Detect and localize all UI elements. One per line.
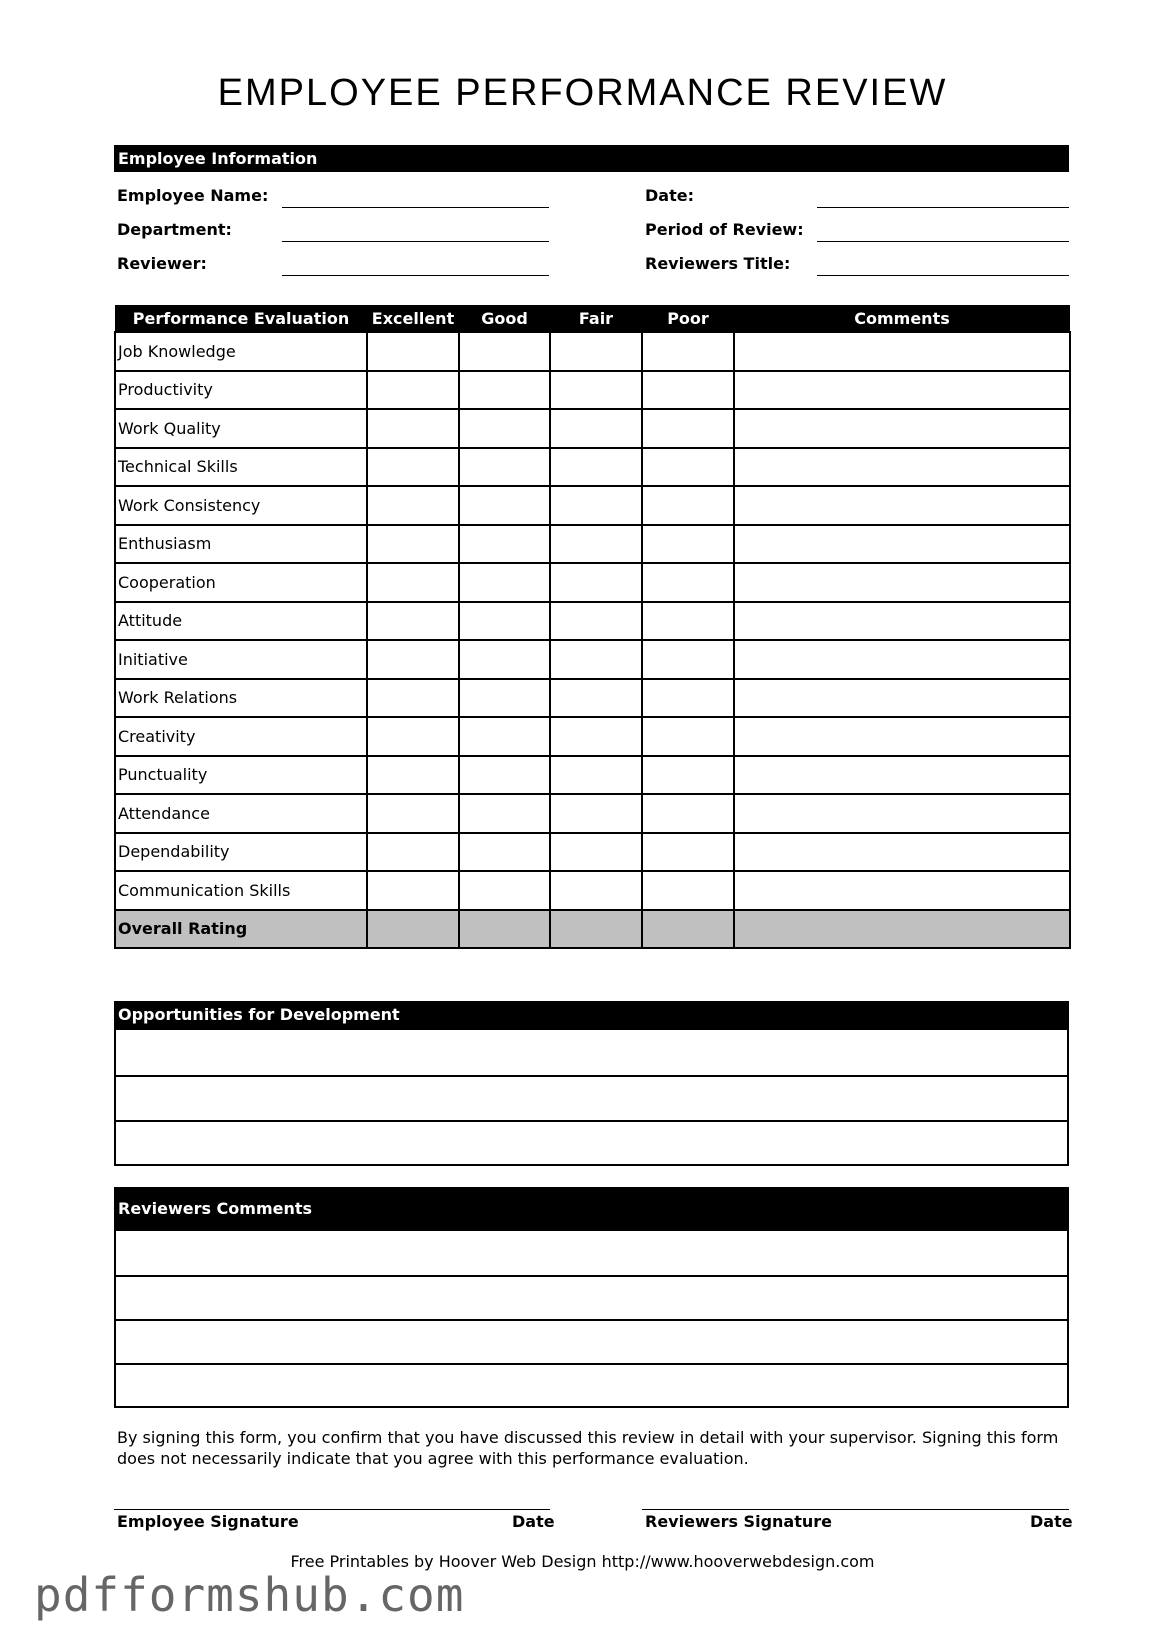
reviewer-label: Reviewer: [117,254,207,273]
table-row [115,679,1070,718]
comments-cell[interactable] [734,756,1070,795]
excellent-cell[interactable] [367,756,459,795]
page-title: EMPLOYEE PERFORMANCE REVIEW [217,72,948,114]
criterion-label: Overall Rating [115,910,367,949]
reviewer-date-label: Date [1030,1512,1073,1531]
comments-cell[interactable] [734,486,1070,525]
good-cell[interactable] [459,486,550,525]
poor-cell[interactable] [642,563,734,602]
header-fair: Fair [550,305,642,332]
poor-cell[interactable] [642,717,734,756]
header-poor: Poor [642,305,734,332]
period-of-review-field[interactable] [817,241,1069,242]
good-cell[interactable] [459,563,550,602]
development-line[interactable] [116,1075,1067,1120]
reviewer-comments-box [114,1229,1069,1408]
table-row [115,563,1070,602]
good-cell[interactable] [459,833,550,872]
development-header: Opportunities for Development [114,1001,1069,1029]
fair-cell[interactable] [550,371,642,410]
comments-cell[interactable] [734,371,1070,410]
criterion-label: Attendance [115,794,367,833]
fair-cell[interactable] [550,640,642,679]
reviewer-comments-line[interactable] [116,1319,1067,1363]
table-row [115,717,1070,756]
poor-cell[interactable] [642,679,734,718]
good-cell[interactable] [459,640,550,679]
employee-date-label: Date [512,1512,555,1531]
good-cell[interactable] [459,910,550,949]
criterion-label: Job Knowledge [115,332,367,371]
fair-cell[interactable] [550,409,642,448]
table-row [115,332,1070,371]
department-field[interactable] [282,241,549,242]
table-row [115,448,1070,487]
good-cell[interactable] [459,794,550,833]
table-row [115,371,1070,410]
header-good: Good [459,305,550,332]
comments-cell[interactable] [734,409,1070,448]
good-cell[interactable] [459,525,550,564]
reviewer-signature-label: Reviewers Signature [645,1512,832,1531]
excellent-cell[interactable] [367,409,459,448]
table-header-row [115,305,1070,332]
period-of-review-label: Period of Review: [645,220,804,239]
reviewer-comments-line[interactable] [116,1363,1067,1406]
poor-cell[interactable] [642,448,734,487]
fair-cell[interactable] [550,910,642,949]
comments-cell[interactable] [734,717,1070,756]
employee-name-field[interactable] [282,207,549,208]
good-cell[interactable] [459,448,550,487]
poor-cell[interactable] [642,525,734,564]
department-label: Department: [117,220,232,239]
good-cell[interactable] [459,717,550,756]
fair-cell[interactable] [550,525,642,564]
table-row [115,833,1070,872]
good-cell[interactable] [459,679,550,718]
poor-cell[interactable] [642,871,734,910]
comments-cell[interactable] [734,794,1070,833]
fair-cell[interactable] [550,756,642,795]
fair-cell[interactable] [550,486,642,525]
fair-cell[interactable] [550,871,642,910]
criterion-label: Cooperation [115,563,367,602]
fair-cell[interactable] [550,717,642,756]
criterion-label: Punctuality [115,756,367,795]
excellent-cell[interactable] [367,679,459,718]
comments-cell[interactable] [734,910,1070,949]
excellent-cell[interactable] [367,332,459,371]
overall-rating-row [115,910,1070,949]
poor-cell[interactable] [642,794,734,833]
performance-evaluation-table [114,305,1071,949]
criterion-label: Technical Skills [115,448,367,487]
good-cell[interactable] [459,409,550,448]
table-row [115,602,1070,641]
table-row [115,794,1070,833]
good-cell[interactable] [459,371,550,410]
comments-cell[interactable] [734,871,1070,910]
fair-cell[interactable] [550,833,642,872]
reviewers-title-field[interactable] [817,275,1069,276]
criterion-label: Initiative [115,640,367,679]
excellent-cell[interactable] [367,640,459,679]
fair-cell[interactable] [550,679,642,718]
signature-note: By signing this form, you confirm that you have discussed this review in detail with your supervisor. Signing this form does not necessarily indicate that you agree with this performance evaluation. [117,1428,1059,1468]
excellent-cell[interactable] [367,371,459,410]
table-row [115,871,1070,910]
criterion-label: Productivity [115,371,367,410]
fair-cell[interactable] [550,602,642,641]
reviewer-comments-line[interactable] [116,1231,1067,1275]
header-excellent: Excellent [367,305,459,332]
excellent-cell[interactable] [367,563,459,602]
comments-cell[interactable] [734,640,1070,679]
employee-signature-field[interactable] [114,1509,550,1510]
criterion-label: Dependability [115,833,367,872]
good-cell[interactable] [459,602,550,641]
development-box [114,1028,1069,1166]
footer-credit: Free Printables by Hoover Web Design http://www.hooverwebdesign.com [290,1552,875,1571]
excellent-cell[interactable] [367,794,459,833]
poor-cell[interactable] [642,910,734,949]
employee-info-header: Employee Information [114,145,1069,172]
employee-name-label: Employee Name: [117,186,269,205]
comments-cell[interactable] [734,448,1070,487]
poor-cell[interactable] [642,486,734,525]
poor-cell[interactable] [642,409,734,448]
excellent-cell[interactable] [367,448,459,487]
fair-cell[interactable] [550,448,642,487]
good-cell[interactable] [459,871,550,910]
reviewer-comments-line[interactable] [116,1275,1067,1319]
table-row [115,486,1070,525]
criterion-label: Enthusiasm [115,525,367,564]
poor-cell[interactable] [642,602,734,641]
reviewers-title-label: Reviewers Title: [645,254,791,273]
fair-cell[interactable] [550,332,642,371]
reviewer-field[interactable] [282,275,549,276]
development-line[interactable] [116,1030,1067,1075]
comments-cell[interactable] [734,679,1070,718]
excellent-cell[interactable] [367,717,459,756]
header-comments: Comments [734,305,1070,332]
poor-cell[interactable] [642,833,734,872]
fair-cell[interactable] [550,563,642,602]
reviewer-comments-header: Reviewers Comments [114,1187,1069,1230]
criterion-label: Communication Skills [115,871,367,910]
criterion-label: Work Quality [115,409,367,448]
date-label: Date: [645,186,694,205]
table-row [115,756,1070,795]
criterion-label: Creativity [115,717,367,756]
poor-cell[interactable] [642,640,734,679]
table-row [115,525,1070,564]
poor-cell[interactable] [642,756,734,795]
comments-cell[interactable] [734,563,1070,602]
excellent-cell[interactable] [367,910,459,949]
criterion-label: Attitude [115,602,367,641]
excellent-cell[interactable] [367,525,459,564]
comments-cell[interactable] [734,525,1070,564]
employee-signature-label: Employee Signature [117,1512,299,1531]
table-row [115,409,1070,448]
criterion-label: Work Consistency [115,486,367,525]
header-performance-evaluation: Performance Evaluation [115,305,367,332]
criterion-label: Work Relations [115,679,367,718]
poor-cell[interactable] [642,371,734,410]
reviewer-signature-field[interactable] [642,1509,1069,1510]
poor-cell[interactable] [642,332,734,371]
development-line[interactable] [116,1120,1067,1164]
excellent-cell[interactable] [367,602,459,641]
comments-cell[interactable] [734,332,1070,371]
excellent-cell[interactable] [367,486,459,525]
comments-cell[interactable] [734,602,1070,641]
comments-cell[interactable] [734,833,1070,872]
date-field[interactable] [817,207,1069,208]
fair-cell[interactable] [550,794,642,833]
good-cell[interactable] [459,332,550,371]
excellent-cell[interactable] [367,833,459,872]
good-cell[interactable] [459,756,550,795]
watermark: pdfformshub.com [34,1568,465,1622]
excellent-cell[interactable] [367,871,459,910]
table-row [115,640,1070,679]
